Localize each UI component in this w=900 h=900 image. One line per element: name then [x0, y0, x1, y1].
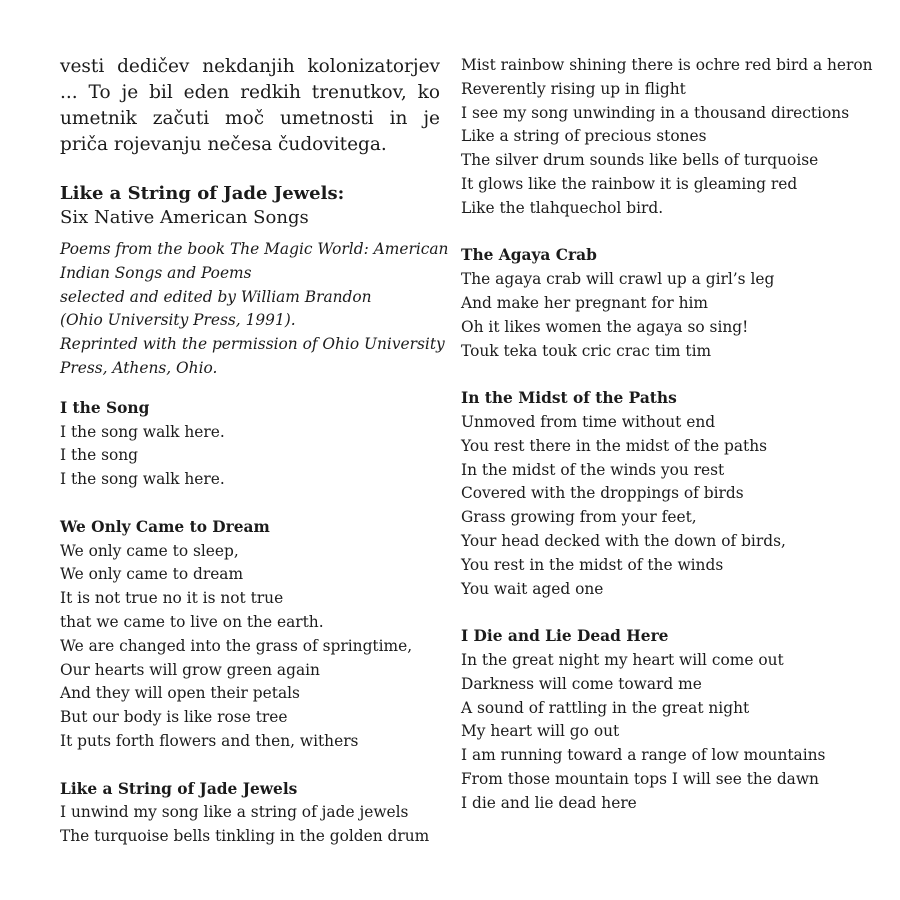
poem-line: I see my song unwinding in a thousand directions [461, 103, 850, 122]
poem-line: It glows like the rainbow it is gleaming red [461, 174, 798, 193]
poem-line: Mist rainbow shining there is ochre red bird a heron [461, 56, 873, 74]
poem-line: Oh it likes women the agaya so sing! [461, 317, 749, 336]
poem-line: I the song walk here. [60, 422, 225, 441]
poem-line: Reverently rising up in flight [461, 79, 686, 98]
section-title: Like a String of Jade Jewels: [60, 183, 345, 204]
poem-line: Covered with the droppings of birds [461, 484, 744, 503]
poem-line: Grass growing from your feet, [461, 508, 697, 527]
poem-the-agaya-crab [461, 244, 861, 363]
section-subtitle: Six Native American Songs [60, 207, 309, 228]
poem-line: Like a string of precious stones [461, 127, 707, 146]
poem-line: I am running toward a range of low mountains [461, 746, 826, 765]
poem-line: Like the tlahquechol bird. [461, 198, 664, 217]
intro-paragraph: vesti dedičev nekdanjih kolonizatorjev ... To je bil eden redkih trenutkov, ko umetnik začuti moč umetnosti in je priča rojevanju nečesa čudovitega. [60, 56, 440, 155]
poem-line: The turquoise bells tinkling in the golden drum [60, 827, 430, 846]
poem-i-the-song [60, 397, 440, 492]
poem-line: Touk teka touk cric crac tim tim [461, 341, 712, 360]
section-heading [60, 182, 440, 230]
poem-line: It puts forth flowers and then, withers [60, 731, 359, 750]
poem-title: In the Midst of the Paths [461, 389, 677, 408]
poem-line: We only came to dream [60, 565, 244, 584]
poem-title: I Die and Lie Dead Here [461, 627, 669, 646]
right-column [461, 54, 873, 839]
poem-line: My heart will go out [461, 722, 620, 741]
poem-line: From those mountain tops I will see the dawn [461, 769, 819, 788]
poem-title: Like a String of Jade Jewels [60, 779, 298, 798]
credit-line: Press, Athens, Ohio. [60, 358, 218, 377]
poem-title: I the Song [60, 398, 150, 417]
credit-line: Reprinted with the permission of Ohio University [60, 335, 445, 354]
poem-line: You rest there in the midst of the paths [461, 436, 768, 455]
poem-like-a-string-of-jade-jewels-start [60, 778, 440, 849]
source-credits [60, 238, 449, 381]
poem-line: I the song [60, 446, 138, 465]
poem-we-only-came-to-dream [60, 516, 440, 754]
poem-line: You rest in the midst of the winds [461, 555, 724, 574]
poem-line: But our body is like rose tree [60, 708, 288, 727]
poem-like-a-string-of-jade-jewels-continued [461, 54, 873, 221]
credit-line: selected and edited by William Brandon [60, 287, 372, 306]
poem-line: Our hearts will grow green again [60, 660, 320, 679]
poem-line: Unmoved from time without end [461, 412, 716, 431]
poem-line: I die and lie dead here [461, 793, 637, 812]
poem-line: And they will open their petals [60, 684, 300, 703]
poem-line: We are changed into the grass of springtime, [60, 636, 413, 655]
poem-line: It is not true no it is not true [60, 589, 284, 608]
poem-line: You wait aged one [461, 579, 604, 598]
poem-line: The silver drum sounds like bells of turquoise [461, 151, 819, 170]
credit-line: (Ohio University Press, 1991). [60, 311, 296, 330]
poem-i-die-and-lie-dead-here [461, 625, 861, 815]
poem-line: I unwind my song like a string of jade jewels [60, 803, 409, 822]
poem-in-the-midst-of-the-paths [461, 387, 861, 601]
poem-line: Darkness will come toward me [461, 674, 702, 693]
poem-line: I the song walk here. [60, 470, 225, 489]
left-column [60, 54, 449, 849]
poem-line: In the great night my heart will come out [461, 650, 784, 669]
poem-title: The Agaya Crab [461, 246, 597, 265]
poem-line: Your head decked with the down of birds, [461, 531, 786, 550]
poem-line: And make her pregnant for him [461, 293, 709, 312]
poem-title: We Only Came to Dream [60, 517, 270, 536]
poem-line: that we came to live on the earth. [60, 612, 324, 631]
poem-line: A sound of rattling in the great night [461, 698, 750, 717]
poem-line: We only came to sleep, [60, 541, 239, 560]
credit-line: Indian Songs and Poems [60, 263, 252, 282]
poem-line: In the midst of the winds you rest [461, 460, 725, 479]
credit-line: Poems from the book The Magic World: American [60, 240, 449, 258]
poem-line: The agaya crab will crawl up a girl’s leg [461, 270, 775, 289]
